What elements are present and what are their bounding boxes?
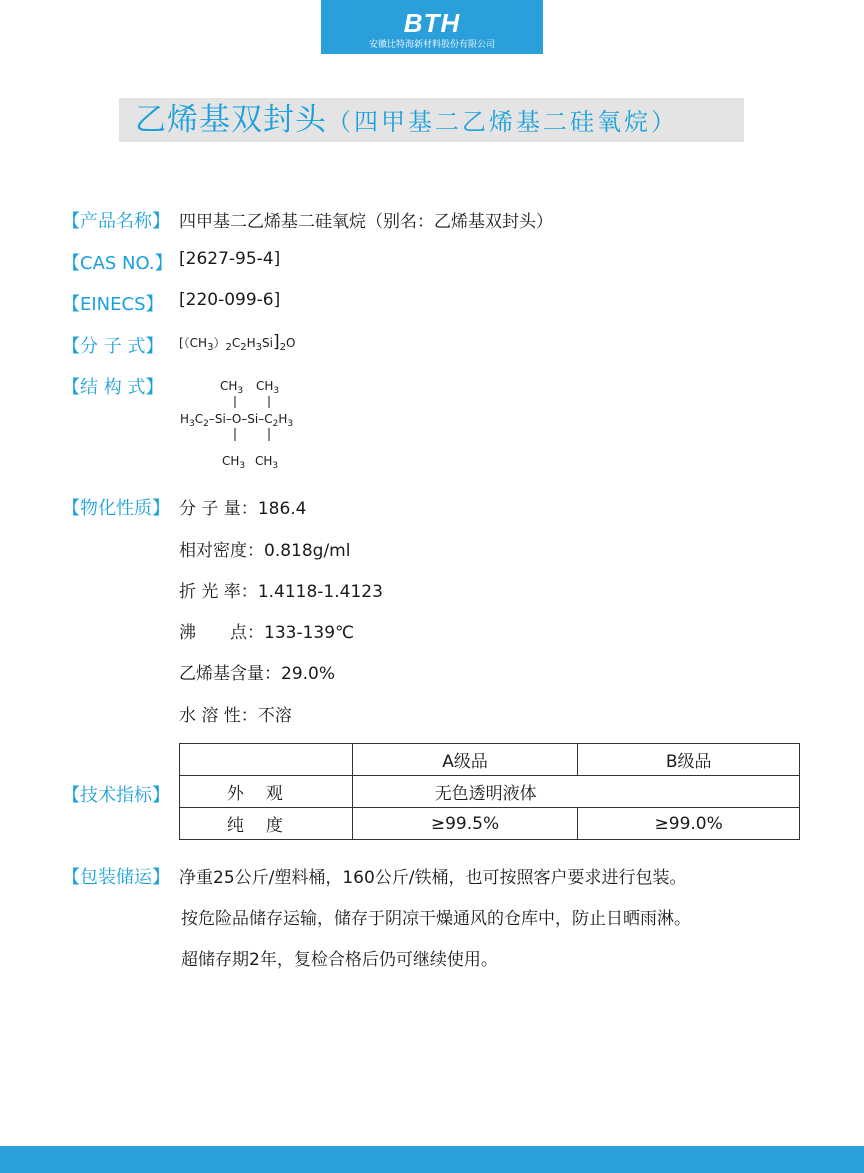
table-row	[180, 776, 800, 808]
title-sub: （四甲基二乙烯基二硅氧烷）	[327, 108, 678, 136]
property-value: 1.4118-1.4123	[257, 582, 383, 602]
siloxane-chain: $H_3C_2-Si-O-Si-C_2H_3$	[180, 412, 294, 429]
table-row	[180, 808, 800, 840]
label-product-name: 【产品名称】	[62, 211, 170, 232]
packaging-line: 净重25公斤/塑料桶，160公斤/铁桶，也可按照客户要求进行包装。	[179, 868, 687, 888]
formula-sub: 2	[225, 342, 232, 353]
formula-si: Si	[262, 336, 273, 350]
property-row	[179, 701, 292, 726]
property-key: 乙烯基含量：	[179, 664, 281, 684]
formula-open: [（CH	[179, 336, 208, 350]
property-row	[179, 494, 306, 519]
formula-sub: 3	[255, 342, 263, 353]
property-value: 不溶	[257, 706, 292, 726]
formula-sub: 2	[240, 342, 247, 353]
label-structure: 【结 构 式】	[62, 377, 164, 398]
property-key: 相对密度：	[179, 541, 264, 561]
property-key: 折 光 率：	[179, 582, 258, 602]
formula-close: ]	[272, 332, 280, 352]
property-row	[179, 618, 354, 643]
packaging-line: 超储存期2年，复检合格后仍可继续使用。	[181, 950, 498, 970]
table-header-row	[180, 744, 800, 776]
formula-paren: ）	[213, 336, 226, 350]
company-name: 安徽比特海新材料股份有限公司	[368, 40, 495, 50]
formula-sub: 2	[279, 342, 286, 353]
table-header-cell: B级品	[578, 744, 800, 776]
label-spec: 【技术指标】	[62, 785, 170, 806]
structure-diagram	[178, 372, 338, 476]
formula-c: C	[231, 336, 241, 350]
formula-sub: 3	[207, 342, 214, 353]
packaging-line: 按危险品储存运输，储存于阴凉干燥通风的仓库中，防止日晒雨淋。	[181, 909, 691, 929]
label-einecs: 【EINECS】	[62, 294, 164, 315]
property-row	[179, 536, 350, 561]
table-header-cell: A级品	[352, 744, 578, 776]
ch3-bottom-left: $CH_3$	[222, 454, 246, 471]
property-key: 分 子 量：	[179, 499, 258, 519]
property-value: 29.0%	[281, 664, 336, 684]
spec-table	[179, 743, 800, 840]
property-key: 水 溶 性：	[179, 706, 258, 726]
value-product-name: 四甲基二乙烯基二硅氧烷（别名：乙烯基双封头）	[179, 212, 553, 232]
ch3-top-left: $CH_3$	[220, 379, 244, 396]
label-packaging: 【包装储运】	[62, 867, 170, 888]
label-cas: 【CAS NO.】	[62, 253, 173, 274]
property-value: 186.4	[257, 499, 307, 519]
value-einecs: [220-099-6]	[179, 290, 281, 310]
label-properties: 【物化性质】	[62, 498, 170, 519]
purity-b-value: ≥99.0%	[578, 808, 800, 840]
value-cas: [2627-95-4]	[179, 249, 281, 269]
formula-h: H	[246, 336, 256, 350]
property-row	[179, 659, 335, 684]
property-value: 0.818g/ml	[264, 541, 351, 561]
page-title	[119, 98, 744, 142]
row-name-appearance: 外观	[180, 776, 353, 808]
property-row	[179, 577, 383, 602]
brand-logo: BTH	[403, 8, 461, 38]
label-formula: 【分 子 式】	[62, 336, 164, 357]
brand-banner	[321, 0, 543, 54]
ch3-top-right: $CH_3$	[256, 379, 280, 396]
purity-a-value: ≥99.5%	[352, 808, 578, 840]
appearance-value: 无色透明液体	[352, 776, 799, 808]
footer-bar	[0, 1146, 864, 1173]
title-main: 乙烯基双封头	[135, 102, 327, 138]
value-formula	[179, 332, 295, 353]
ch3-bottom-right: $CH_3$	[255, 454, 279, 471]
table-header-cell	[180, 744, 353, 776]
formula-o: O	[286, 336, 296, 350]
property-value: 133-139℃	[264, 623, 355, 643]
property-key: 沸 点：	[179, 623, 264, 643]
row-name-purity: 纯度	[180, 808, 353, 840]
